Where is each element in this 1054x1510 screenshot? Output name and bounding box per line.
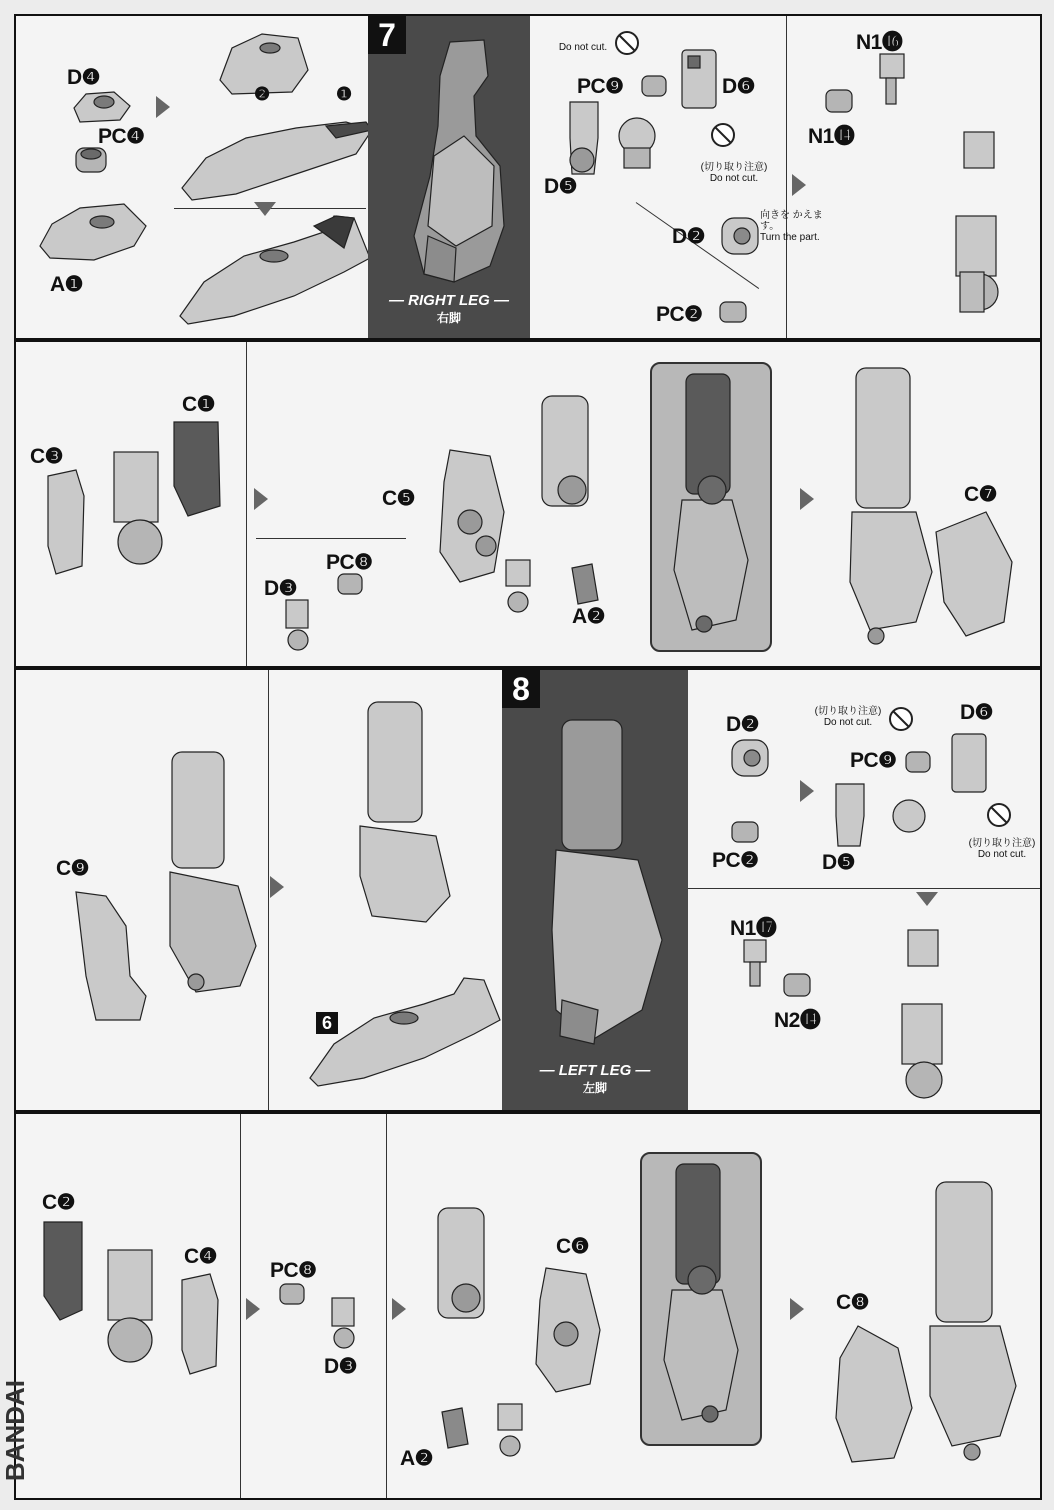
label-d6: D❻ (722, 75, 755, 98)
label-d3: D❸ (264, 577, 297, 600)
pc2-part (728, 818, 764, 846)
step-arrow (792, 174, 806, 196)
do-not-cut-note: Do not cut. (558, 42, 608, 53)
step8-caption-text: LEFT LEG (558, 1062, 632, 1079)
assembled-leg-reference (662, 370, 762, 640)
divider (268, 670, 269, 1112)
label-c4: C❹ (184, 1245, 217, 1268)
divider (786, 16, 787, 340)
step8-panel-row3 (14, 668, 1042, 1112)
step-arrow (392, 1298, 406, 1320)
label-num1: ❶ (336, 84, 352, 104)
d6-part (676, 42, 726, 112)
label-pc9: PC❾ (850, 749, 897, 772)
leg-frame-part (950, 212, 1006, 322)
do-not-cut-text: Do not cut. (709, 173, 759, 184)
step7-photo (368, 16, 530, 340)
divider (246, 342, 247, 668)
label-n1-17: N1⓱ (730, 917, 777, 940)
foot-base-part (176, 108, 376, 204)
pc8-part (334, 570, 368, 598)
leg-frame-part (896, 1000, 952, 1110)
leg-assembly-c9-part (156, 746, 266, 996)
label-c3: C❸ (30, 445, 63, 468)
caution-jp: (切り取り注意) (814, 706, 882, 717)
label-d5: D❺ (544, 175, 577, 198)
step7-caption-jp: 右脚 (436, 311, 461, 325)
assembled-leg-reference (652, 1160, 752, 1430)
label-pc4: PC❹ (98, 125, 145, 148)
step8-caption: — LEFT LEG — 左脚 (502, 1062, 688, 1096)
d6-part (946, 726, 996, 796)
caution-note (808, 706, 888, 728)
right-leg-image (404, 36, 514, 286)
n1-16-part (872, 50, 912, 110)
label-d5: D❺ (822, 851, 855, 874)
d3-part (326, 1294, 362, 1354)
no-cut-icon (614, 30, 640, 56)
step8-caption-jp: 左脚 (582, 1081, 607, 1095)
foot-subassembly-part (304, 974, 504, 1094)
c2-part (38, 1216, 88, 1326)
step-arrow (790, 1298, 804, 1320)
label-pc2: PC❷ (712, 849, 759, 872)
caution-note (694, 162, 774, 184)
label-a2: A❷ (572, 605, 605, 628)
label-d3: D❸ (324, 1355, 357, 1378)
a1-part (34, 196, 154, 266)
label-d4: D❹ (67, 66, 100, 89)
turn-en: Turn the part. (760, 232, 820, 243)
joint-ball-part (500, 556, 540, 616)
foot-assembled-part (174, 212, 374, 332)
label-d6: D❻ (960, 701, 993, 724)
n2-14-part (780, 970, 816, 1000)
no-cut-icon (888, 706, 914, 732)
no-cut-icon (986, 802, 1012, 828)
label-a1: A❶ (50, 273, 83, 296)
step7-panel-row2 (14, 340, 1042, 668)
hip-joint-part (904, 926, 944, 976)
knee-armor-part (536, 390, 596, 526)
step8-number: 8 (502, 670, 540, 708)
no-cut-icon (710, 122, 736, 148)
label-n2-14: N2⓮ (774, 1009, 821, 1032)
d5-part (564, 98, 604, 178)
caution-jp: (切り取り注意) (700, 162, 768, 173)
label-n1-16: N1⓰ (856, 31, 903, 54)
thigh-frame-part (100, 1244, 164, 1374)
label-d2: D❷ (672, 225, 705, 248)
divider (386, 1114, 387, 1500)
label-c2: C❷ (42, 1191, 75, 1214)
d2-part (716, 212, 766, 262)
pc9-part (640, 72, 670, 100)
joint-part (612, 114, 662, 174)
label-pc9: PC❾ (577, 75, 624, 98)
reference-image-box (640, 1152, 762, 1446)
step-arrow (246, 1298, 260, 1320)
caution-note (962, 838, 1042, 860)
hip-joint-part (960, 128, 1000, 178)
label-pc8: PC❽ (270, 1259, 317, 1282)
d2-part (726, 734, 776, 784)
leg-assembly-part (836, 362, 1036, 652)
label-d2: D❷ (726, 713, 759, 736)
reference-image-box (650, 362, 772, 652)
divider (240, 1114, 241, 1500)
label-num2: ❷ (254, 84, 270, 104)
label-a2: A❷ (400, 1447, 433, 1470)
label-c1: C❶ (182, 393, 215, 416)
do-not-cut-text: Do not cut. (977, 849, 1027, 860)
left-leg-image (542, 710, 672, 1050)
label-c8: C❽ (836, 1291, 869, 1314)
step-arrow (800, 488, 814, 510)
step8-photo (502, 670, 688, 1112)
n1-14-part (822, 86, 858, 116)
step-arrow (916, 892, 938, 906)
label-c5: C❺ (382, 487, 415, 510)
subassembly-number: 6 (316, 1012, 338, 1034)
do-not-cut-text: Do not cut. (823, 717, 873, 728)
step7-number: 7 (368, 16, 406, 54)
pc8-part (276, 1280, 310, 1308)
step7-caption-text: RIGHT LEG (408, 292, 490, 309)
divider (688, 888, 1042, 889)
step-arrow (254, 488, 268, 510)
divider (256, 538, 406, 539)
n1-17-part (738, 936, 772, 992)
caution-jp: (切り取り注意) (968, 838, 1036, 849)
knee-armor-part (432, 1202, 496, 1332)
d5-part (830, 780, 870, 850)
c5-part (430, 442, 510, 592)
bandai-logo: BANDAI (0, 1380, 30, 1482)
step7-panel-row1 (14, 14, 1042, 340)
joint-ball-part (492, 1400, 532, 1460)
c3-part (42, 466, 88, 578)
step7-caption: — RIGHT LEG — 右脚 (368, 292, 530, 326)
a2-part (434, 1404, 474, 1454)
step-arrow (800, 780, 814, 802)
lower-leg-part (346, 696, 466, 926)
c8-part (828, 1318, 918, 1468)
d4-part (66, 88, 136, 128)
c4-part (176, 1270, 222, 1380)
label-n1-14: N1⓮ (808, 125, 855, 148)
c1-part (168, 416, 226, 520)
c9-part (66, 886, 156, 1026)
label-pc8: PC❽ (326, 551, 373, 574)
turn-note (760, 210, 836, 243)
step8-panel-row4 (14, 1112, 1042, 1500)
label-c6: C❻ (556, 1235, 589, 1258)
pc9-part (904, 748, 934, 776)
leg-assembly-part (916, 1176, 1026, 1466)
step-arrow (270, 876, 284, 898)
step-arrow (156, 96, 170, 118)
thigh-frame-part (106, 446, 170, 576)
turn-jp: 向きを かえます。 (760, 210, 823, 232)
label-pc2: PC❷ (656, 303, 703, 326)
label-c9: C❾ (56, 857, 89, 880)
joint-part (884, 796, 934, 846)
a2-part (564, 560, 604, 610)
pc2-part (716, 298, 752, 326)
c6-part (526, 1260, 606, 1400)
d3-part (280, 596, 316, 656)
label-c7: C❼ (964, 483, 997, 506)
